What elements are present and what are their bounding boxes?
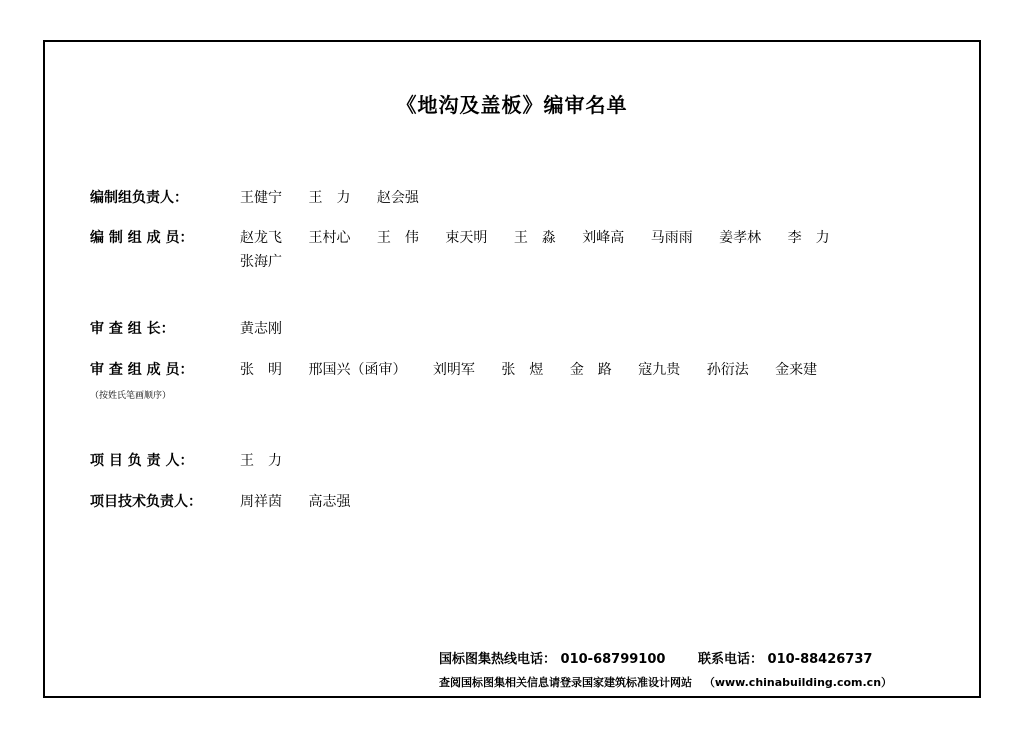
person-name: 王 力 xyxy=(240,453,282,469)
person-name: 王 力 xyxy=(308,190,351,206)
contact-number: 010-88426737 xyxy=(767,652,873,667)
project-tech-leader-row xyxy=(90,491,351,511)
editor-leaders-names xyxy=(240,187,441,207)
review-leader-label: 审 查 组 长： xyxy=(90,321,175,337)
person-name: 李 力 xyxy=(787,230,830,246)
person-name: 王村心 xyxy=(308,230,351,246)
editor-leaders-label: 编制组负责人： xyxy=(90,190,188,206)
project-tech-leader-label: 项目技术负责人： xyxy=(90,494,202,510)
person-name: 孙衍法 xyxy=(706,362,749,378)
person-name: 王 淼 xyxy=(513,230,556,246)
person-name: 寇九贵 xyxy=(638,362,681,378)
review-leader-names xyxy=(240,318,304,338)
hotline-number: 010-68799100 xyxy=(560,652,666,667)
hotline-line xyxy=(439,648,872,667)
editor-leaders-row xyxy=(90,187,419,207)
person-name: 马雨雨 xyxy=(650,230,693,246)
review-members-names xyxy=(240,359,839,379)
project-tech-leader-names xyxy=(240,491,372,511)
project-leader-names xyxy=(240,450,304,470)
editor-members-row xyxy=(90,227,830,270)
person-name: 张 煜 xyxy=(501,362,544,378)
person-name: 金 路 xyxy=(569,362,612,378)
review-members-label: 审 查 组 成 员： xyxy=(90,362,194,378)
website-text: 查阅国标图集相关信息请登录国家建筑标准设计网站 xyxy=(439,676,692,689)
editor-members-label: 编 制 组 成 员： xyxy=(90,230,194,246)
person-name: 金来建 xyxy=(775,362,818,378)
website-url[interactable]: （www.chinabuilding.com.cn） xyxy=(703,676,893,689)
person-name: 束天明 xyxy=(445,230,488,246)
person-name: 黄志刚 xyxy=(240,321,282,337)
person-name: 张 明 xyxy=(240,362,282,378)
review-leader-row xyxy=(90,318,282,338)
person-name: 赵龙飞 xyxy=(240,230,282,246)
person-name: 高志强 xyxy=(308,494,351,510)
review-members-row xyxy=(90,359,818,379)
person-name: 刘峰高 xyxy=(582,230,625,246)
editor-members-names xyxy=(240,227,852,247)
ordering-note: （按姓氏笔画顺序） xyxy=(90,391,172,401)
person-name: 王 伟 xyxy=(376,230,419,246)
contact-label: 联系电话： xyxy=(697,652,763,667)
person-name: 王健宁 xyxy=(240,190,282,206)
project-leader-row xyxy=(90,450,282,470)
document-title: 《地沟及盖板》编审名单 xyxy=(396,93,628,117)
person-name: 张海广 xyxy=(240,254,282,270)
person-name: 姜孝林 xyxy=(719,230,762,246)
website-line xyxy=(439,674,892,690)
project-leader-label: 项 目 负 责 人： xyxy=(90,453,194,469)
person-name: 邢国兴（函审） xyxy=(308,362,407,378)
person-name: 赵会强 xyxy=(376,190,419,206)
person-name: 刘明军 xyxy=(432,362,475,378)
hotline-label: 国标图集热线电话： xyxy=(439,652,557,667)
person-name: 周祥茵 xyxy=(240,494,282,510)
document-frame xyxy=(43,40,981,698)
editor-members-names-line2 xyxy=(240,251,304,271)
